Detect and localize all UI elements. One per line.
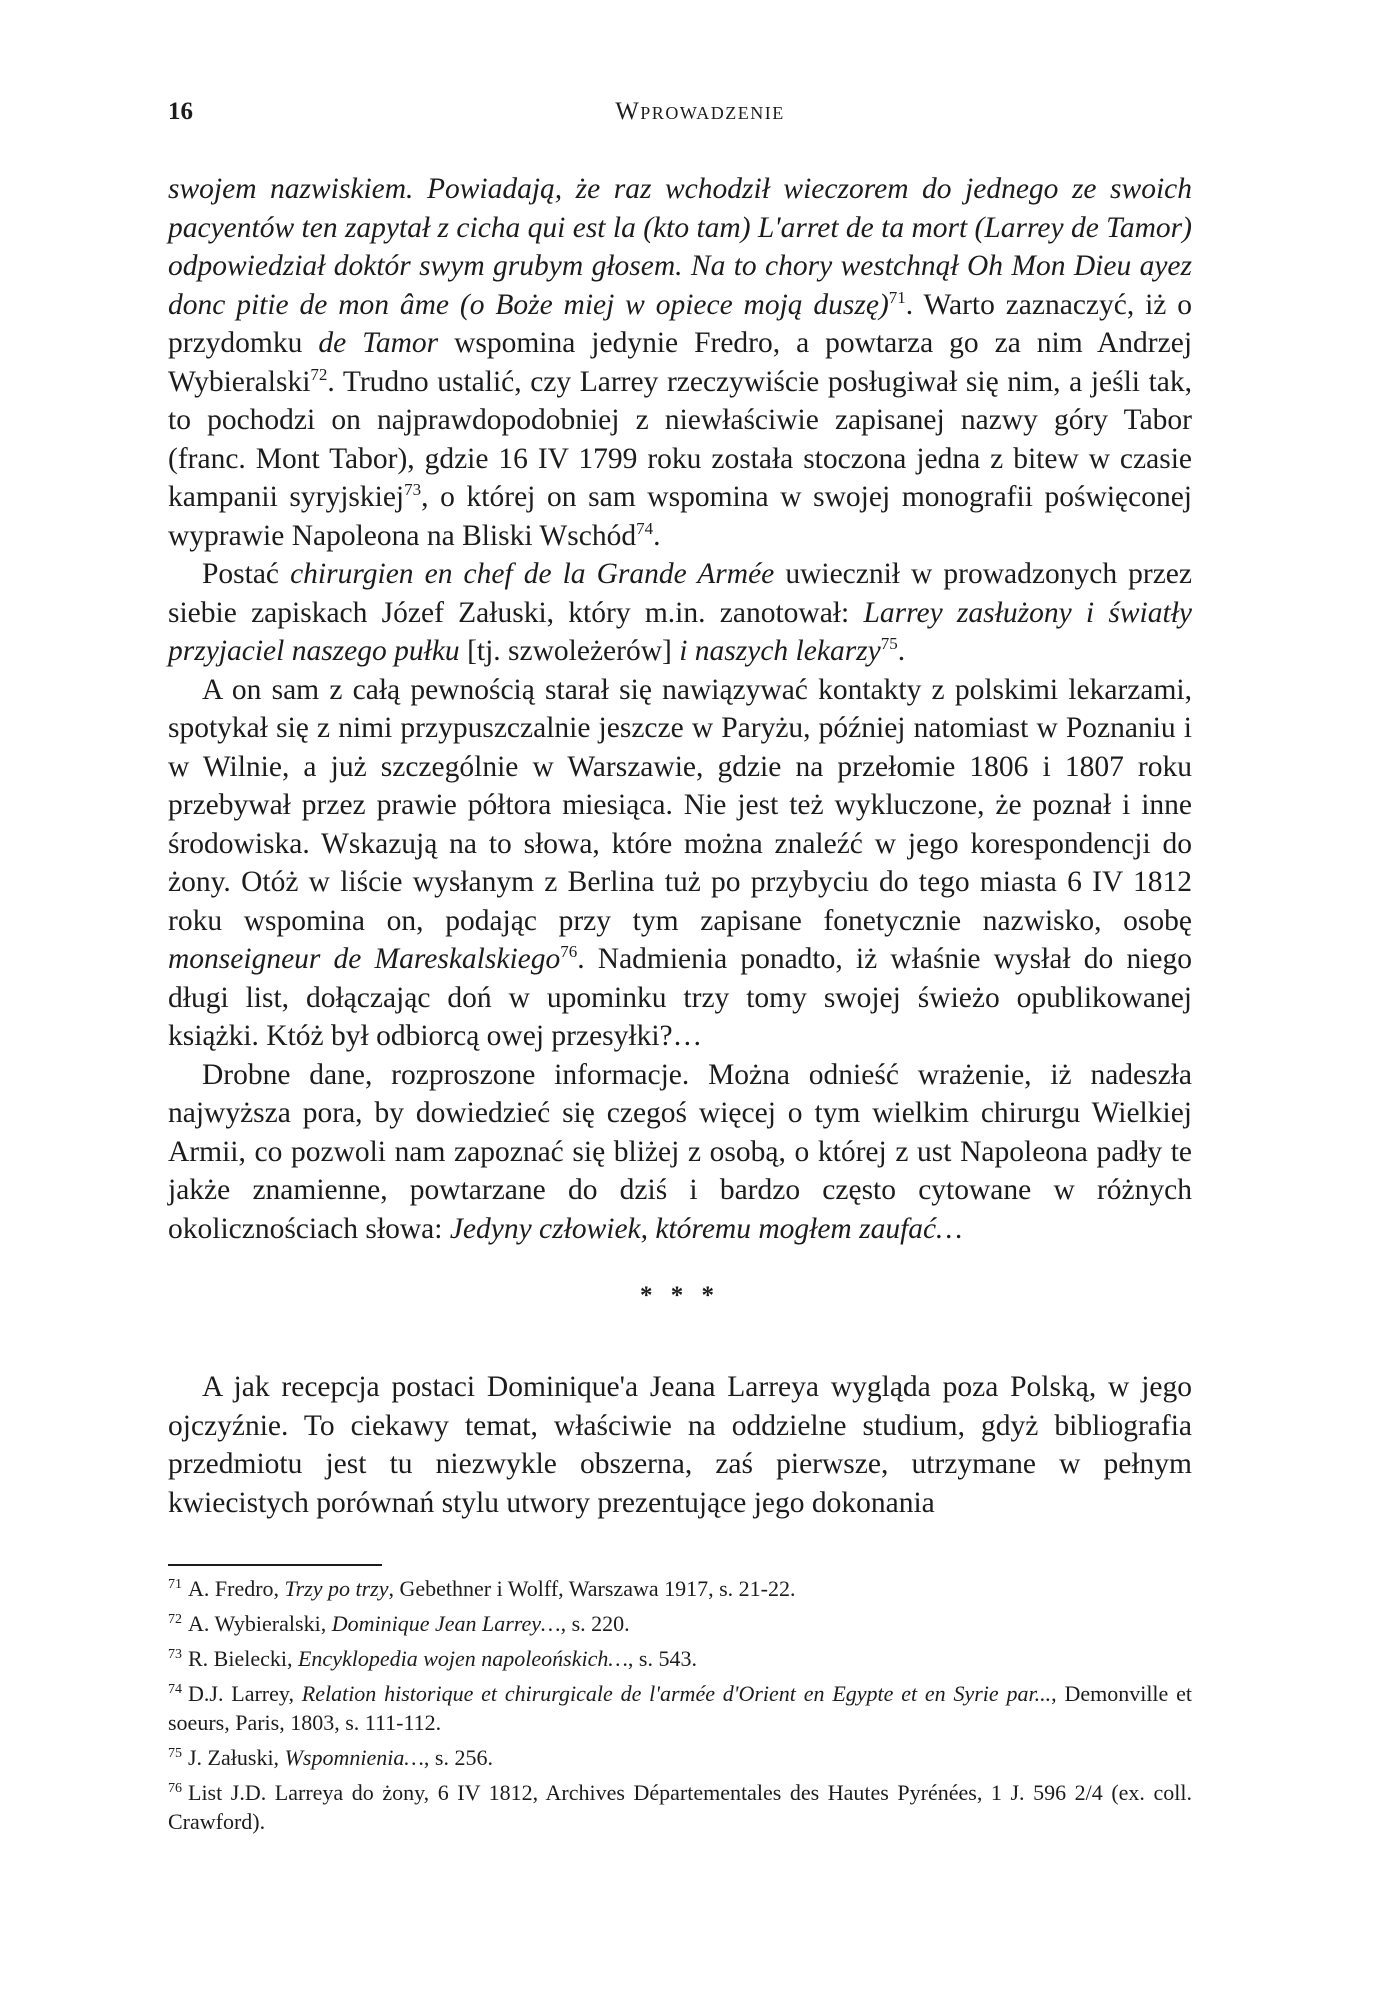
footnote-title: Encyklopedia wojen napoleońskich… — [297, 1646, 628, 1671]
text-span: uwiecznił w prowadzonych przez siebie zapiskach Józef Załuski, który m.in. zanotował: — [168, 558, 1192, 629]
paragraph-1 — [168, 170, 1192, 555]
text-span-italic: monseigneur de Mareskalskiego — [168, 943, 561, 975]
footnote-number: 72 — [168, 1612, 182, 1627]
footnote-title: Relation historique et chirurgicale de l'armée d'Orient en Egypte et en Syrie par... — [301, 1681, 1052, 1706]
text-span-italic: Jedyny człowiek, któremu mogłem zaufać… — [449, 1212, 963, 1245]
paragraph-5: A jak recepcja postaci Dominique'a Jeana Larreya wygląda poza Polską, w jego ojczyźnie. To ciekawy temat, właściwie na oddzielne studium, gdyż bibliografia przedmiotu jest tu niezwykle obszerna, zaś pierwsze, utrzymane w pełnym kwiecistych porównań stylu utwory prezentujące jego dokonania — [168, 1371, 1192, 1519]
text-span-italic: i naszych lekarzy — [679, 635, 881, 667]
paragraph-4 — [168, 1056, 1192, 1249]
main-text-2 — [168, 1368, 1192, 1522]
footnote-text: A. Fredro, — [188, 1576, 285, 1601]
footnotes — [168, 1574, 1192, 1842]
footnote-ref: 71 — [888, 287, 906, 307]
footnote-74 — [168, 1679, 1192, 1737]
running-title: Wprowadzenie — [615, 98, 785, 125]
footnote-text: List J.D. Larreya do żony, 6 IV 1812, Archives Départementales des Hautes Pyrénées, 1 J. 596 2/4 (ex. coll. Crawford). — [168, 1780, 1192, 1834]
running-head — [168, 98, 1232, 138]
footnote-text: A. Wybieralski, — [188, 1611, 332, 1636]
footnote-ref: 74 — [636, 518, 654, 538]
text-span: . Nadmienia ponadto, iż właśnie wysłał do niego długi list, dołączając doń w upominku trzy tomy swojej świeżo opublikowanej książki. Któż był odbiorcą owej przesyłki?… — [168, 943, 1192, 1052]
footnote-ref: 72 — [310, 364, 328, 384]
footnote-title: Wspomnienia… — [284, 1745, 424, 1770]
footnote-text: , s. 256. — [423, 1745, 493, 1770]
quote-fredro: swojem nazwiskiem. Powiadają, że raz wchodził wieczorem do jednego ze swoich pacyentów ten zapytał z cicha qui est la (kto tam) L'arret de ta mort (Larrey de Tamor) odpowiedział doktór swym grubym głosem. Na to chory westchnął Oh Mon Dieu ayez donc pitie de mon âme (o Boże miej w opiece moją duszę) — [168, 173, 1192, 321]
footnote-73 — [168, 1644, 1192, 1673]
footnote-text: , Gebethner i Wolff, Warszawa 1917, s. 21-22. — [388, 1576, 796, 1601]
page-number: 16 — [168, 98, 193, 125]
footnote-text: , s. 220. — [560, 1611, 630, 1636]
footnote-75 — [168, 1743, 1192, 1772]
text-span: Postać — [202, 558, 291, 590]
text-span: . — [653, 519, 661, 552]
footnote-title: Dominique Jean Larrey… — [331, 1611, 561, 1636]
footnote-number: 76 — [168, 1781, 182, 1796]
text-span: . Trudno ustalić, czy Larrey rzeczywiście posługiwał się nim, a jeśli tak, to pochodzi on najprawdopodobniej z niewłaściwie zapisanej nazwy góry Tabor (franc. Mont Tabor), gdzie 16 IV 1799 roku została stoczona jedna z bitew w czasie kampanii syryjskiej — [168, 365, 1192, 513]
text-span-italic: de Tamor — [318, 327, 439, 359]
footnote-72 — [168, 1609, 1192, 1638]
footnote-text: , Demonville et soeurs, Paris, 1803, s. 111-112. — [168, 1681, 1192, 1735]
paragraph-3 — [168, 671, 1192, 1056]
text-span: , o której on sam wspomina w swojej monografii poświęconej wyprawie Napoleona na Bliski Wschód — [168, 481, 1192, 552]
text-span-italic: chirurgien en chef de la Grande Armée — [290, 558, 775, 590]
footnote-text: J. Załuski, — [188, 1745, 285, 1770]
footnote-text: R. Bielecki, — [188, 1646, 298, 1671]
text-span: . — [897, 635, 906, 667]
footnote-71 — [168, 1574, 1192, 1603]
footnote-divider — [168, 1564, 382, 1566]
main-text — [168, 170, 1192, 1248]
text-span: [tj. szwoleżerów] — [459, 635, 680, 667]
section-separator: * * * — [640, 1282, 720, 1309]
footnote-text: D.J. Larrey, — [188, 1681, 302, 1706]
paragraph-2 — [168, 555, 1192, 671]
text-span-italic: Larrey zasłużony i światły przyjaciel naszego pułku — [168, 596, 1192, 667]
footnote-number: 75 — [168, 1746, 182, 1761]
footnote-text: , s. 543. — [627, 1646, 697, 1671]
footnote-number: 71 — [168, 1577, 182, 1592]
footnote-76 — [168, 1778, 1192, 1836]
footnote-title: Trzy po trzy — [284, 1576, 389, 1601]
footnote-ref: 75 — [880, 634, 898, 653]
footnote-ref: 76 — [560, 942, 578, 961]
text-span: wspomina jedynie Fredro, a powtarza go za nim Andrzej Wybieralski — [168, 327, 1193, 398]
text-span: A on sam z całą pewnością starał się nawiązywać kontakty z polskimi lekarzami, spotykał się z nimi przypuszczalnie jeszcze w Paryżu, później natomiast w Poznaniu i w Wilnie, a już szczególnie w Warszawie, gdzie na przełomie 1806 i 1807 roku przebywał przez prawie półtora miesiąca. Nie jest też wykluczone, że poznał i inne środowiska. Wskazują na to słowa, które można znaleźć w jego korespondencji do żony. Otóż w liście wysłanym z Berlina tuż po przybyciu do tego miasta 6 IV 1812 roku wspomina on, podając przy tym zapisane fonetycznie nazwisko, osobę — [168, 673, 1192, 937]
text-span: Drobne dane, rozproszone informacje. Można odnieść wrażenie, iż nadeszła najwyższa pora, by dowiedzieć się czegoś więcej o tym wielkim chirurgu Wielkiej Armii, co pozwoli nam zapoznać się bliżej z osobą, o której z ust Napoleona padły te jakże znamienne, powtarzane do dziś i bardzo często cytowane w różnych okolicznościach słowa: — [168, 1058, 1192, 1245]
footnote-number: 73 — [168, 1647, 182, 1662]
footnote-number: 74 — [168, 1682, 182, 1697]
text-span: . Warto zaznaczyć, iż o przydomku — [168, 288, 1192, 359]
footnote-ref: 73 — [404, 480, 422, 499]
